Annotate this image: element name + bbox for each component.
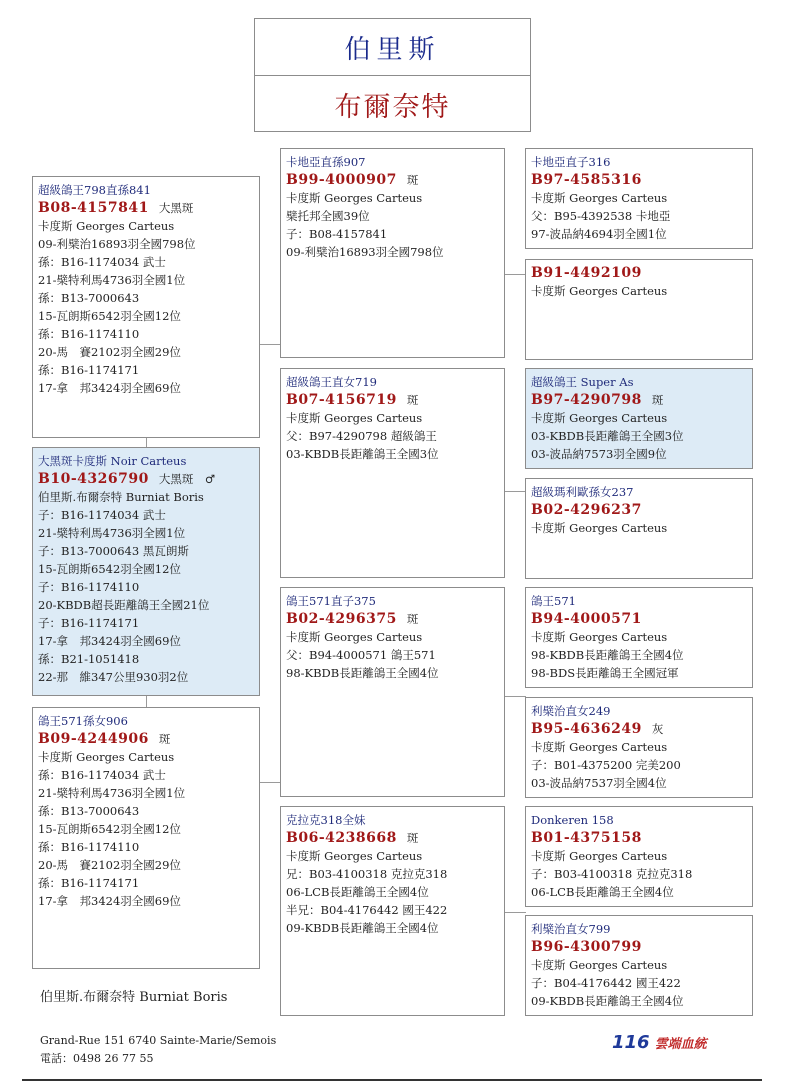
bird-info-line: 父：B95-4392538 卡地亞 [531,209,671,223]
bird-title: 鴿王571直子375 [286,594,376,608]
sire-sire-dam-box [525,259,753,360]
ring-number: B96-4300799 [531,939,642,955]
bird-color: 灰 [651,722,664,736]
bird-ring-row [531,829,747,847]
bird-info-line: 98-BDS長距離鴿王全國冠軍 [531,666,679,680]
owner-contact [40,1032,276,1068]
bird-title: 卡地亞直孫907 [286,155,366,169]
bird-title: 超級鴿王 Super As [531,375,634,389]
bird-title: 利檗治直女799 [531,922,611,936]
bird-title: 大黑斑卡度斯 Noir Carteus [38,454,187,468]
ring-number: B01-4375158 [531,830,642,846]
bird-info-line: 17-拿 邦3424羽全國69位 [38,894,181,908]
bird-info-line: 卡度斯 Georges Carteus [531,849,668,863]
dam-dam-dam-box [525,915,753,1016]
logo-number: 116 [612,1032,650,1053]
ring-number: B94-4000571 [531,611,642,627]
bird-info-line: 卡度斯 Georges Carteus [286,411,423,425]
bird-info-line: 父：B94-4000571 鴿王571 [286,648,436,662]
bird-info-line: 98-KBDB長距離鴿王全國4位 [286,666,439,680]
dam-sire-box [280,587,505,797]
connector-line [504,491,526,492]
header-title-bottom: 布爾奈特 [334,91,451,123]
sire-dam-sire-box [525,368,753,469]
ring-number: B10-4326790 [38,471,149,487]
bird-info-line: 97-波品納4694羽全國1位 [531,227,667,241]
connector-line [259,344,281,345]
bird-color: 斑 [406,173,419,187]
bird-ring-row [38,730,254,748]
bird-info-line: 15-瓦朗斯6542羽全國12位 [38,562,181,576]
bird-info-line: 20-KBDB超長距離鴿王全國21位 [38,598,210,612]
bird-info-line: 21-檗特利馬4736羽全國1位 [38,273,186,287]
bird-title: Donkeren 158 [531,813,614,827]
subject-box [32,447,260,696]
dam-dam-box [280,806,505,1016]
connector-line [146,437,147,447]
bird-info-line: 卡度斯 Georges Carteus [286,630,423,644]
bird-ring-row [286,829,499,847]
bird-info-line: 卡度斯 Georges Carteus [38,219,175,233]
bird-info-line: 03-KBDB長距離鴿王全國3位 [286,447,439,461]
bird-info-line: 卡度斯 Georges Carteus [531,521,668,535]
bird-info-line: 孫：B13-7000643 [38,291,140,305]
bird-info-line: 父：B97-4290798 超級鴿王 [286,429,437,443]
bird-title: 卡地亞直子316 [531,155,611,169]
bird-info-line: 卡度斯 Georges Carteus [38,750,175,764]
bird-title: 克拉克318全妹 [286,813,366,827]
sire-sire-sire-box [525,148,753,249]
bird-info-line: 15-瓦朗斯6542羽全國12位 [38,822,181,836]
sire-dam-box [280,368,505,578]
bird-info-line: 09-KBDB長距離鴿王全國4位 [286,921,439,935]
sire-sire-box [280,148,505,358]
bird-ring-row [286,610,499,628]
connector-line [146,696,147,707]
dam-dam-sire-box [525,806,753,907]
bird-info-line: 17-拿 邦3424羽全國69位 [38,634,181,648]
bird-info-line: 孫：B16-1174171 [38,876,140,890]
ring-number: B09-4244906 [38,731,149,747]
bird-info-line: 98-KBDB長距離鴿王全國4位 [531,648,684,662]
dam-sire-sire-box [525,587,753,688]
bird-title: 鴿王571孫女906 [38,714,128,728]
sire-box [32,176,260,438]
bird-info-line: 卡度斯 Georges Carteus [531,284,668,298]
ring-number: B99-4000907 [286,172,397,188]
bird-info-line: 卡度斯 Georges Carteus [531,958,668,972]
bird-ring-row [531,938,747,956]
bird-color: 斑 [406,393,419,407]
bird-info-line: 21-檗特利馬4736羽全國1位 [38,786,186,800]
bird-color: 斑 [406,831,419,845]
ring-number: B91-4492109 [531,265,642,281]
bird-info-line: 檗托邦全國39位 [286,209,370,223]
bird-ring-row [531,171,747,189]
bird-title: 超級鴿王直女719 [286,375,377,389]
bird-ring-row [531,720,747,738]
bird-color: 斑 [651,393,664,407]
bird-info-line: 17-拿 邦3424羽全國69位 [38,381,181,395]
bird-info-line: 孫：B21-1051418 [38,652,140,666]
bird-color: 大黑斑 [158,201,194,215]
bird-info-line: 孫：B16-1174171 [38,363,140,377]
ring-number: B08-4157841 [38,200,149,216]
bird-ring-row [531,264,747,282]
bird-info-line: 孫：B16-1174034 武士 [38,768,166,782]
owner-address: Grand-Rue 151 6740 Sainte-Marie/Semois [40,1034,277,1047]
bird-info-line: 子：B08-4157841 [286,227,388,241]
bird-info-line: 子：B03-4100318 克拉克318 [531,867,693,881]
ring-number: B07-4156719 [286,392,397,408]
bird-info-line: 21-檗特利馬4736羽全國1位 [38,526,186,540]
bird-info-line: 卡度斯 Georges Carteus [531,740,668,754]
bird-info-line: 20-馬 賽2102羽全國29位 [38,345,181,359]
bird-info-line: 子：B16-1174171 [38,616,140,630]
bird-info-line: 20-馬 賽2102羽全國29位 [38,858,181,872]
bird-color: 斑 [406,612,419,626]
bird-info-line: 子：B04-4176442 國王422 [531,976,681,990]
bird-info-line: 子：B01-4375200 完美200 [531,758,681,772]
bird-ring-row [38,199,254,217]
owner-phone: 電話：0498 26 77 55 [40,1052,154,1065]
bird-info-line: 卡度斯 Georges Carteus [531,191,668,205]
bird-info-line: 03-KBDB長距離鴿王全國3位 [531,429,684,443]
bird-ring-row [38,470,254,488]
connector-line [259,782,281,783]
ring-number: B06-4238668 [286,830,397,846]
bird-title: 超級瑪利歐孫女237 [531,485,634,499]
brand-logo [612,1032,707,1053]
bird-info-line: 卡度斯 Georges Carteus [531,411,668,425]
dam-sire-dam-box [525,697,753,798]
bird-info-line: 06-LCB長距離鴿王全國4位 [286,885,429,899]
dam-box [32,707,260,969]
header-title-top: 伯里斯 [255,19,530,76]
bird-ring-row [286,171,499,189]
connector-line [504,274,526,275]
bird-color: 大黑斑 ♂ [158,472,216,486]
connector-line [504,912,526,913]
bird-info-line: 09-利檗治16893羽全國798位 [286,245,444,259]
bird-ring-row [531,391,747,409]
bird-info-line: 03-波品納7573羽全國9位 [531,447,667,461]
footer-divider [22,1079,762,1081]
ring-number: B97-4585316 [531,172,642,188]
bird-info-line: 22-那 維347公里930羽2位 [38,670,189,684]
bird-info-line: 06-LCB長距離鴿王全國4位 [531,885,674,899]
bird-info-line: 03-波品納7537羽全國4位 [531,776,667,790]
bird-title: 超級鴿王798直孫841 [38,183,151,197]
ring-number: B95-4636249 [531,721,642,737]
owner-name: 伯里斯.布爾奈特 Burniat Boris [40,990,228,1005]
ring-number: B02-4296375 [286,611,397,627]
connector-line [504,696,526,697]
bird-info-line: 孫：B16-1174110 [38,840,140,854]
bird-info-line: 卡度斯 Georges Carteus [286,849,423,863]
ring-number: B02-4296237 [531,502,642,518]
bird-info-line: 兄：B03-4100318 克拉克318 [286,867,448,881]
bird-title: 鴿王571 [531,594,576,608]
bird-info-line: 卡度斯 Georges Carteus [531,630,668,644]
bird-info-line: 卡度斯 Georges Carteus [286,191,423,205]
bird-ring-row [531,501,747,519]
bird-info-line: 伯里斯.布爾奈特 Burniat Boris [38,490,204,504]
bird-ring-row [286,391,499,409]
sire-dam-dam-box [525,478,753,579]
bird-info-line: 09-KBDB長距離鴿王全國4位 [531,994,684,1008]
bird-info-line: 孫：B13-7000643 [38,804,140,818]
bird-info-line: 半兄：B04-4176442 國王422 [286,903,448,917]
bird-color: 斑 [158,732,171,746]
bird-info-line: 孫：B16-1174034 武士 [38,255,166,269]
bird-info-line: 子：B13-7000643 黑瓦朗斯 [38,544,189,558]
bird-info-line: 孫：B16-1174110 [38,327,140,341]
bird-info-line: 09-利檗治16893羽全國798位 [38,237,196,251]
pedigree-header [254,18,531,132]
bird-info-line: 子：B16-1174110 [38,580,140,594]
bird-info-line: 15-瓦朗斯6542羽全國12位 [38,309,181,323]
bird-info-line: 子：B16-1174034 武士 [38,508,166,522]
logo-text: 雲端血統 [654,1037,707,1052]
bird-title: 利檗治直女249 [531,704,611,718]
ring-number: B97-4290798 [531,392,642,408]
bird-ring-row [531,610,747,628]
